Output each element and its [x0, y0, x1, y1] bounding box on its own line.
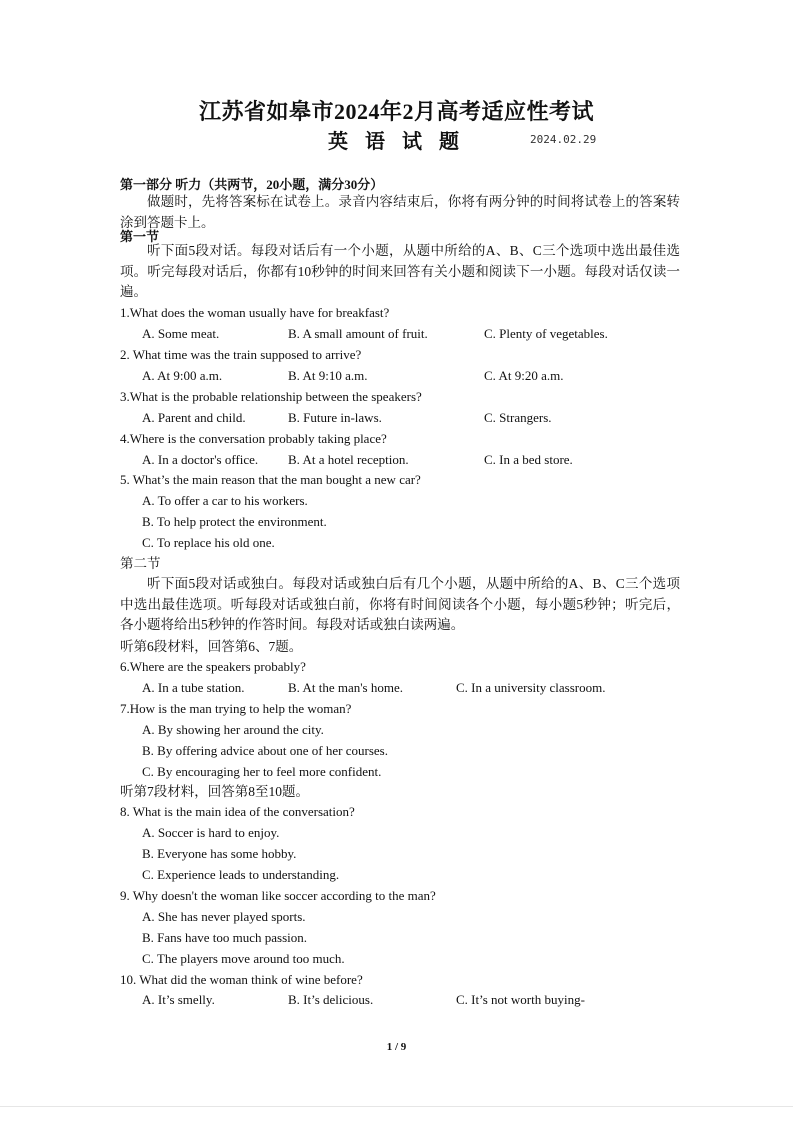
q6-option-b: B. At the man's home. [288, 680, 404, 695]
q8-option-b: B. Everyone has some hobby. [142, 846, 297, 861]
question-10: 10. What did the woman think of wine before? [120, 972, 363, 987]
q3-option-c: C. Strangers. [484, 410, 552, 425]
q6-option-a: A. In a tube station. [142, 680, 245, 695]
question-2: 2. What time was the train supposed to arrive? [120, 347, 362, 362]
q2-option-c: C. At 9:20 a.m. [484, 368, 564, 383]
question-7: 7.How is the man trying to help the woman? [120, 701, 352, 716]
section2-heading: 第二节 [120, 556, 161, 571]
question-3: 3.What is the probable relationship between the speakers? [120, 389, 422, 404]
question-8: 8. What is the main idea of the conversation? [120, 804, 355, 819]
q3-option-b: B. Future in-laws. [288, 410, 382, 425]
q7-option-c: C. By encouraging her to feel more confident. [142, 764, 382, 779]
q1-option-a: A. Some meat. [142, 326, 220, 341]
q5-option-c: C. To replace his old one. [142, 535, 275, 550]
q9-option-c: C. The players move around too much. [142, 951, 345, 966]
q4-option-b: B. At a hotel reception. [288, 452, 409, 467]
q9-option-a: A. She has never played sports. [142, 909, 306, 924]
subject-title: 英 语 试 题 [328, 131, 465, 153]
q10-option-c: C. It’s not worth buying- [456, 992, 585, 1007]
q3-option-a: A. Parent and child. [142, 410, 246, 425]
q2-option-a: A. At 9:00 a.m. [142, 368, 223, 383]
q7-option-b: B. By offering advice about one of her courses. [142, 743, 388, 758]
q4-option-a: A. In a doctor's office. [142, 452, 259, 467]
q6-option-c: C. In a university classroom. [456, 680, 606, 695]
question-9: 9. Why doesn't the woman like soccer according to the man? [120, 888, 436, 903]
q8-option-a: A. Soccer is hard to enjoy. [142, 825, 280, 840]
page-number: 1 / 9 [386, 1041, 407, 1053]
q1-option-c: C. Plenty of vegetables. [484, 326, 608, 341]
material-7-instruction: 听第7段材料，回答第8至10题。 [120, 784, 309, 799]
exam-date: 2024.02.29 [530, 133, 597, 146]
section2-instruction: 听下面5段对话或独白。每段对话或独白后有几个小题，从题中所给的A、B、C三个选项中选出最佳选项。听每段对话或独白前，你将有时间阅读各个小题，每小题5秒钟；听完后，各小题将给出5秒钟的作答时间。每段对话或独白读两遍。 [120, 576, 680, 632]
q1-option-b: B. A small amount of fruit. [288, 326, 428, 341]
q5-option-a: A. To offer a car to his workers. [142, 493, 308, 508]
exam-title: 江苏省如皋市2024年2月高考适应性考试 [198, 99, 594, 124]
question-1: 1.What does the woman usually have for breakfast? [120, 305, 390, 320]
q7-option-a: A. By showing her around the city. [142, 722, 324, 737]
part1-heading: 第一部分 听力（共两节，20小题，满分30分） [120, 177, 384, 192]
q8-option-c: C. Experience leads to understanding. [142, 867, 340, 882]
q10-option-b: B. It’s delicious. [288, 992, 374, 1007]
material-6-instruction: 听第6段材料，回答第6、7题。 [120, 639, 303, 654]
part1-instruction: 做题时，先将答案标在试卷上。录音内容结束后，你将有两分钟的时间将试卷上的答案转涂到答题卡上。 [120, 194, 680, 230]
q10-option-a: A. It’s smelly. [142, 992, 215, 1007]
bottom-divider [0, 1106, 793, 1107]
q5-option-b: B. To help protect the environment. [142, 514, 327, 529]
question-5: 5. What’s the main reason that the man bought a new car? [120, 472, 421, 487]
section1-instruction: 听下面5段对话。每段对话后有一个小题，从题中所给的A、B、C三个选项中选出最佳选项。听完每段对话后，你都有10秒钟的时间来回答有关小题和阅读下一小题。每段对话仅读一遍。 [120, 243, 680, 299]
question-4: 4.Where is the conversation probably taking place? [120, 431, 387, 446]
question-6: 6.Where are the speakers probably? [120, 659, 306, 674]
q2-option-b: B. At 9:10 a.m. [288, 368, 368, 383]
q4-option-c: C. In a bed store. [484, 452, 573, 467]
section1-heading: 第一节 [120, 229, 160, 244]
q9-option-b: B. Fans have too much passion. [142, 930, 308, 945]
